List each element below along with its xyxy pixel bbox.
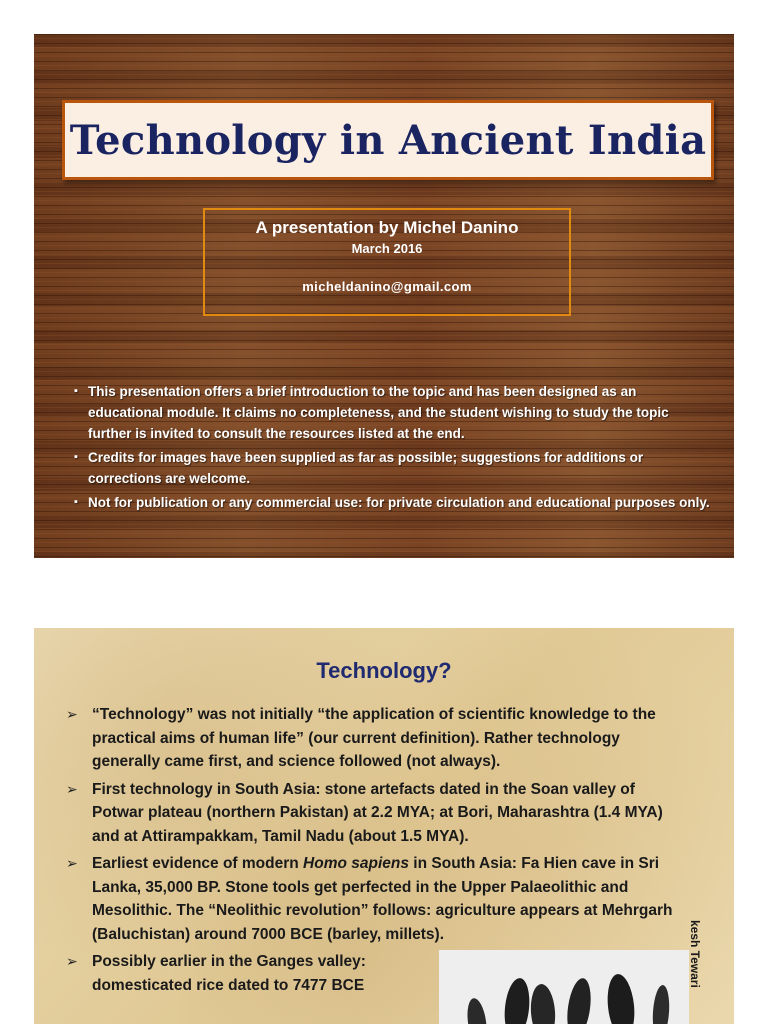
technology-bullet [66, 852, 686, 946]
title-slide [34, 34, 734, 558]
email-line: micheldanino@gmail.com [302, 279, 472, 294]
intro-bullet-list [74, 381, 714, 516]
slide-title: Technology? [316, 658, 452, 683]
slide-title: Technology in Ancient India [69, 116, 707, 164]
bullet-text: Earliest evidence of modern [92, 855, 304, 872]
technology-bullet: ➢ “Technology” was not initially “the application of scientific knowledge to the practical aims of human life” (our current definition). Rather technology generally came first, and science followed (not always). [66, 703, 686, 774]
author-line: A presentation by Michel Danino [255, 218, 519, 237]
technology-bullet: ➢ First technology in South Asia: stone artefacts dated in the Soan valley of Potwar plateau (northern Pakistan) at 2.2 MYA; at Bori, Maharashtra (1.4 MYA) and at Attirampakkam, Tamil Nadu (about 1.5 MYA). [66, 778, 686, 849]
intro-bullet: ▪ Credits for images have been supplied as far as possible; suggestions for additions or corrections are welcome. [74, 447, 714, 489]
rice-grains-icon [439, 950, 689, 1024]
rice-grains-image [439, 950, 689, 1024]
title-box [62, 100, 714, 180]
species-name: Homo sapiens [303, 855, 409, 872]
date-line: March 2016 [351, 241, 423, 256]
intro-bullet: ▪ Not for publication or any commercial use: for private circulation and educational purposes only. [74, 492, 714, 513]
intro-bullet: ▪ This presentation offers a brief introduction to the topic and has been designed as an educational module. It claims no completeness, and the student wishing to study the topic further is invited to consult the resources listed at the end. [74, 381, 714, 444]
author-box [203, 208, 571, 316]
technology-slide [34, 628, 734, 1024]
technology-bullet: ➢ Possibly earlier in the Ganges valley: domesticated rice dated to 7477 BCE [66, 950, 432, 997]
bullet-text: in South Asia: Fa Hien cave in Sri Lanka, 35,000 BP. Stone tools get perfected in the Upper Palaeolithic and Mesolithic. The “Neolithic revolution” follows: agriculture appears at Mehrgarh (Baluchistan) around 7000 BCE (barley, millets). [92, 855, 673, 943]
image-credit: kesh Tewari [688, 920, 702, 988]
